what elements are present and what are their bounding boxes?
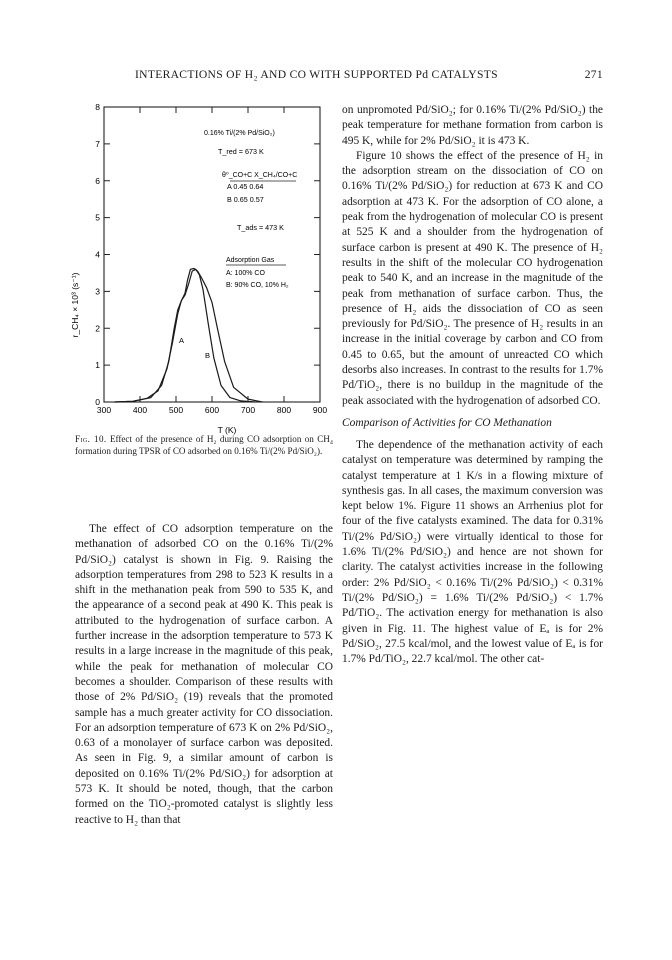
x-axis-label: T (K) bbox=[217, 425, 237, 435]
legend-gas-a: A: 100% CO bbox=[226, 270, 265, 277]
legend-gas-b: B: 90% CO, 10% H₂ bbox=[226, 282, 289, 289]
caption-label: Fig. 10. bbox=[75, 434, 107, 444]
figure-10 bbox=[62, 95, 340, 435]
legend-adsorption-gas: Adsorption Gas bbox=[226, 257, 275, 264]
left-column bbox=[75, 522, 333, 828]
x-tick-label: 400 bbox=[132, 405, 148, 415]
tpsr-chart bbox=[62, 95, 340, 435]
plot-frame bbox=[104, 107, 320, 402]
x-tick-label: 800 bbox=[276, 405, 292, 415]
right-paragraph-2: Figure 10 shows the effect of the presence of H₂ in the adsorption stream on the dissociation of CO on 0.16% Ti/(2% Pd/SiO₂) for reduction at 673 K and CO adsorption at 473 K. For the adsorption of CO alone, a peak from the hydrogenation of molecular CO is present at 525 K and a shoulder from the hydrogenation of surface carbon is present at 490 K. The presence of H₂ results in the shift of the molecular CO hydrogenation peak to 540 K, and an increase in the magnitude of the peak from methanation of surface carbon. Thus, the presence of H₂ aids the dissociation of CO as seen previously for Pd/SiO₂. The presence of H₂ results in an increase in the initial coverage by carbon and CO from 0.45 to 0.65, but the amount of unreacted CO which desorbs also increases. In contrast to the results for 1.7% Pd/TiO₂, there is no buildup in the magnitude of the peak associated with the hydrogenation of adsorbed CO. bbox=[342, 149, 603, 407]
y-axis-label: r_CH₄ × 10³ (s⁻¹) bbox=[70, 272, 80, 338]
curve-label-b: B bbox=[205, 351, 211, 360]
legend-row-a: A 0.45 0.64 bbox=[227, 182, 264, 191]
running-title: INTERACTIONS OF H₂ AND CO WITH SUPPORTED Pd CATALYSTS bbox=[135, 68, 498, 81]
x-tick-label: 700 bbox=[240, 405, 256, 415]
y-tick-label: 1 bbox=[95, 360, 100, 371]
right-column bbox=[342, 103, 603, 667]
y-tick-label: 3 bbox=[95, 286, 100, 297]
x-tick-label: 900 bbox=[312, 405, 328, 415]
y-tick-label: 0 bbox=[95, 397, 100, 407]
legend-tred: T_red = 673 K bbox=[218, 147, 264, 156]
y-tick-label: 4 bbox=[95, 249, 100, 260]
section-heading: Comparison of Activities for CO Methanation bbox=[342, 416, 552, 429]
legend-row-b: B 0.65 0.57 bbox=[227, 195, 264, 204]
legend-tads: T_ads = 473 K bbox=[237, 223, 284, 232]
x-tick-label: 500 bbox=[168, 405, 184, 415]
y-tick-label: 8 bbox=[95, 102, 100, 112]
left-paragraph: The effect of CO adsorption temperature on the methanation of adsorbed CO on the 0.16% Ti/(2% Pd/SiO₂) catalyst is shown in Fig. 9. Raising the adsorption temperatures from 298 to 523 K results in a shift in the methanation peak from 590 to 535 K, and the appearance of a second peak at 490 K. This peak is attributed to the hydrogenation of surface carbon. A further increase in the adsorption temperature to 573 K results in a large increase in the magnitude of this peak, while the peak for methanation of molecular CO becomes a shoulder. Comparison of these results with those of 2% Pd/SiO₂ (19) reveals that the promoted sample has a much greater activity for CO dissociation. For an adsorption temperature of 673 K on 2% Pd/SiO₂, 0.63 of a monolayer of surface carbon was deposited. As seen in Fig. 9, a similar amount of carbon is deposited on 0.16% Ti/(2% Pd/SiO₂) for adsorption at 573 K. It should be noted, though, that the carbon formed on the TiO₂-promoted catalyst is slightly less reactive to H₂ than that bbox=[75, 523, 333, 826]
y-tick-label: 7 bbox=[95, 138, 100, 149]
caption-text: Effect of the presence of H₂ during CO adsorption on CH₄ formation during TPSR of CO adsorbed on 0.16% Ti/(2% Pd/SiO₂). bbox=[75, 434, 333, 456]
right-paragraph-3: The dependence of the methanation activity of each catalyst on temperature was determined by ramping the catalyst temperature at 1 K/s in a flowing mixture of synthesis gas. In all cases, the maximum conversion was kept below 1%. Figure 11 shows an Arrhenius plot for four of the five catalysts examined. The data for 0.31% Ti/(2% Pd/SiO₂) were virtually identical to those for 1.6% Ti/(2% Pd/SiO₂) and hence are not shown for clarity. The catalyst activities increase in the following order: 2% Pd/SiO₂ < 0.16% Ti/(2% Pd/SiO₂) < 0.31% Ti/(2% Pd/SiO₂) = 1.6% Ti/(2% Pd/SiO₂) < 1.7% Pd/TiO₂. The activation energy for methanation is also given in Fig. 11. The highest value of Eₐ is for 2% Pd/SiO₂, 27.5 kcal/mol, and the lowest value of Eₐ is for 1.7% Pd/TiO₂, 22.7 kcal/mol. The other cat- bbox=[342, 438, 603, 666]
y-tick-label: 2 bbox=[95, 323, 100, 334]
running-header bbox=[85, 68, 605, 86]
right-paragraph-1: on unpromoted Pd/SiO₂; for 0.16% Ti/(2% Pd/SiO₂) the peak temperature for methane formation from carbon is 495 K, while for 2% Pd/SiO₂ it is 473 K. bbox=[342, 104, 603, 147]
x-tick-label: 600 bbox=[204, 405, 220, 415]
legend-catalyst: 0.16% Ti/(2% Pd/SiO₂) bbox=[204, 130, 275, 137]
x-tick-label: 300 bbox=[96, 405, 112, 415]
y-tick-label: 6 bbox=[95, 175, 100, 186]
series-line-a bbox=[115, 269, 255, 402]
figure-caption bbox=[75, 434, 333, 457]
legend-theta-header: θ⁰_CO+C X_CH₄/CO+C bbox=[222, 172, 298, 179]
curve-label-a: A bbox=[179, 336, 185, 345]
page-number: 271 bbox=[584, 68, 603, 81]
y-tick-label: 5 bbox=[95, 212, 100, 223]
